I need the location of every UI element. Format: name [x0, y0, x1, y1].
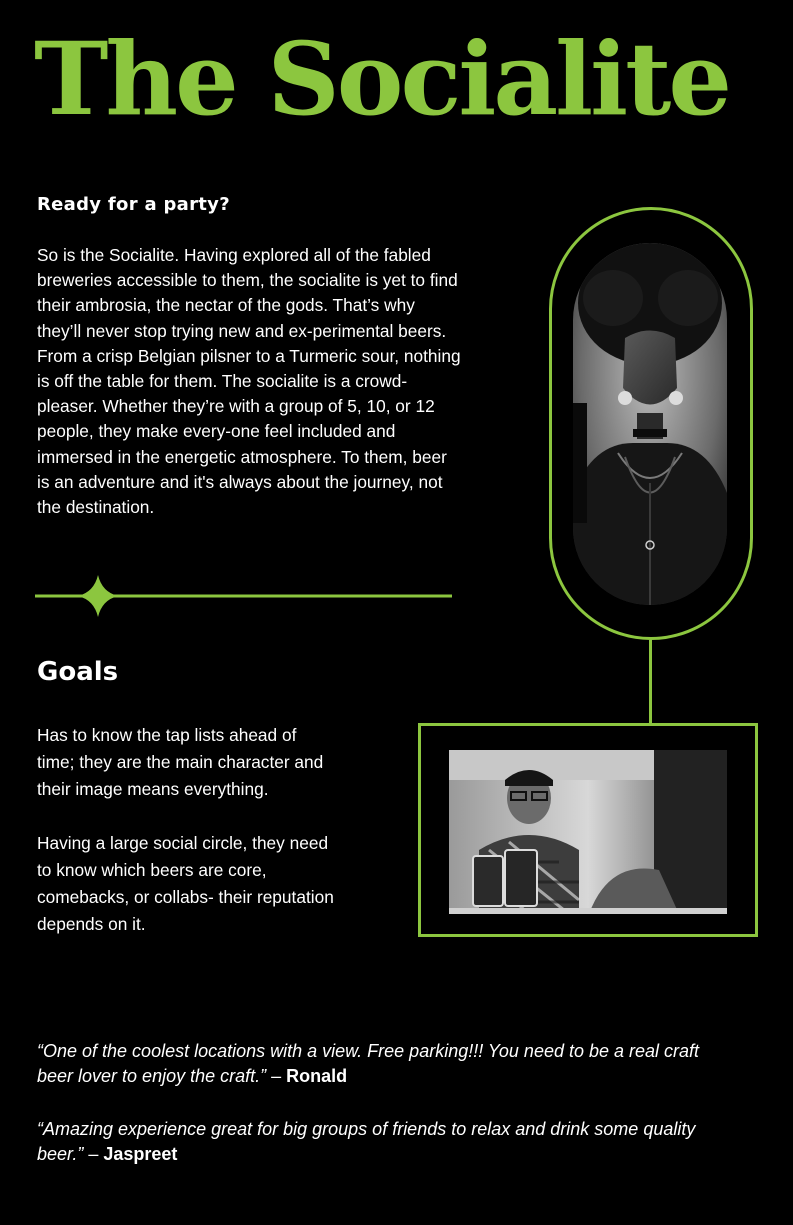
- persona-portrait-photo: [573, 243, 727, 605]
- intro-body: So is the Socialite. Having explored all of the fabled breweries accessible to them, the socialite is yet to find their ambrosia, the nectar of the gods. That’s why they’ll never stop trying new and ex-perimental beers. From a crisp Belgian pilsner to a Turmeric sour, nothing is off the table for them. The socialite is a crowd-pleaser. Whether they’re with a group of 5, 10, or 12 people, they make every-one feel included and immersed in the energetic atmosphere. To them, beer is an adventure and it's always about the journey, not the destination.: [37, 245, 461, 518]
- testimonial-quote: [37, 1039, 727, 1089]
- page-title: The Socialite: [34, 20, 729, 138]
- goals-heading: Goals: [37, 657, 119, 687]
- connector-line: [649, 640, 652, 724]
- quote-separator: –: [83, 1144, 104, 1164]
- quote-author: Ronald: [286, 1066, 348, 1086]
- friends-toasting-photo: [449, 750, 727, 914]
- goal-paragraph: Has to know the tap lists ahead of time; they are the main character and their image means everything.: [37, 725, 324, 799]
- intro-heading: Ready for a party?: [37, 194, 230, 215]
- quote-separator: –: [266, 1066, 287, 1086]
- testimonial-quote: [37, 1117, 727, 1167]
- quote-author: Jaspreet: [103, 1144, 178, 1164]
- sparkle-icon: [78, 575, 118, 617]
- sparkle-divider: [35, 574, 453, 618]
- quote-text: “Amazing experience great for big groups of friends to relax and drink some quality beer.”: [37, 1119, 696, 1164]
- goal-paragraph: Having a large social circle, they need to know which beers are core, comebacks, or collabs- their reputation depends on it.: [37, 833, 334, 934]
- quote-text: “One of the coolest locations with a view. Free parking!!! You need to be a real craft beer lover to enjoy the craft.”: [37, 1041, 700, 1086]
